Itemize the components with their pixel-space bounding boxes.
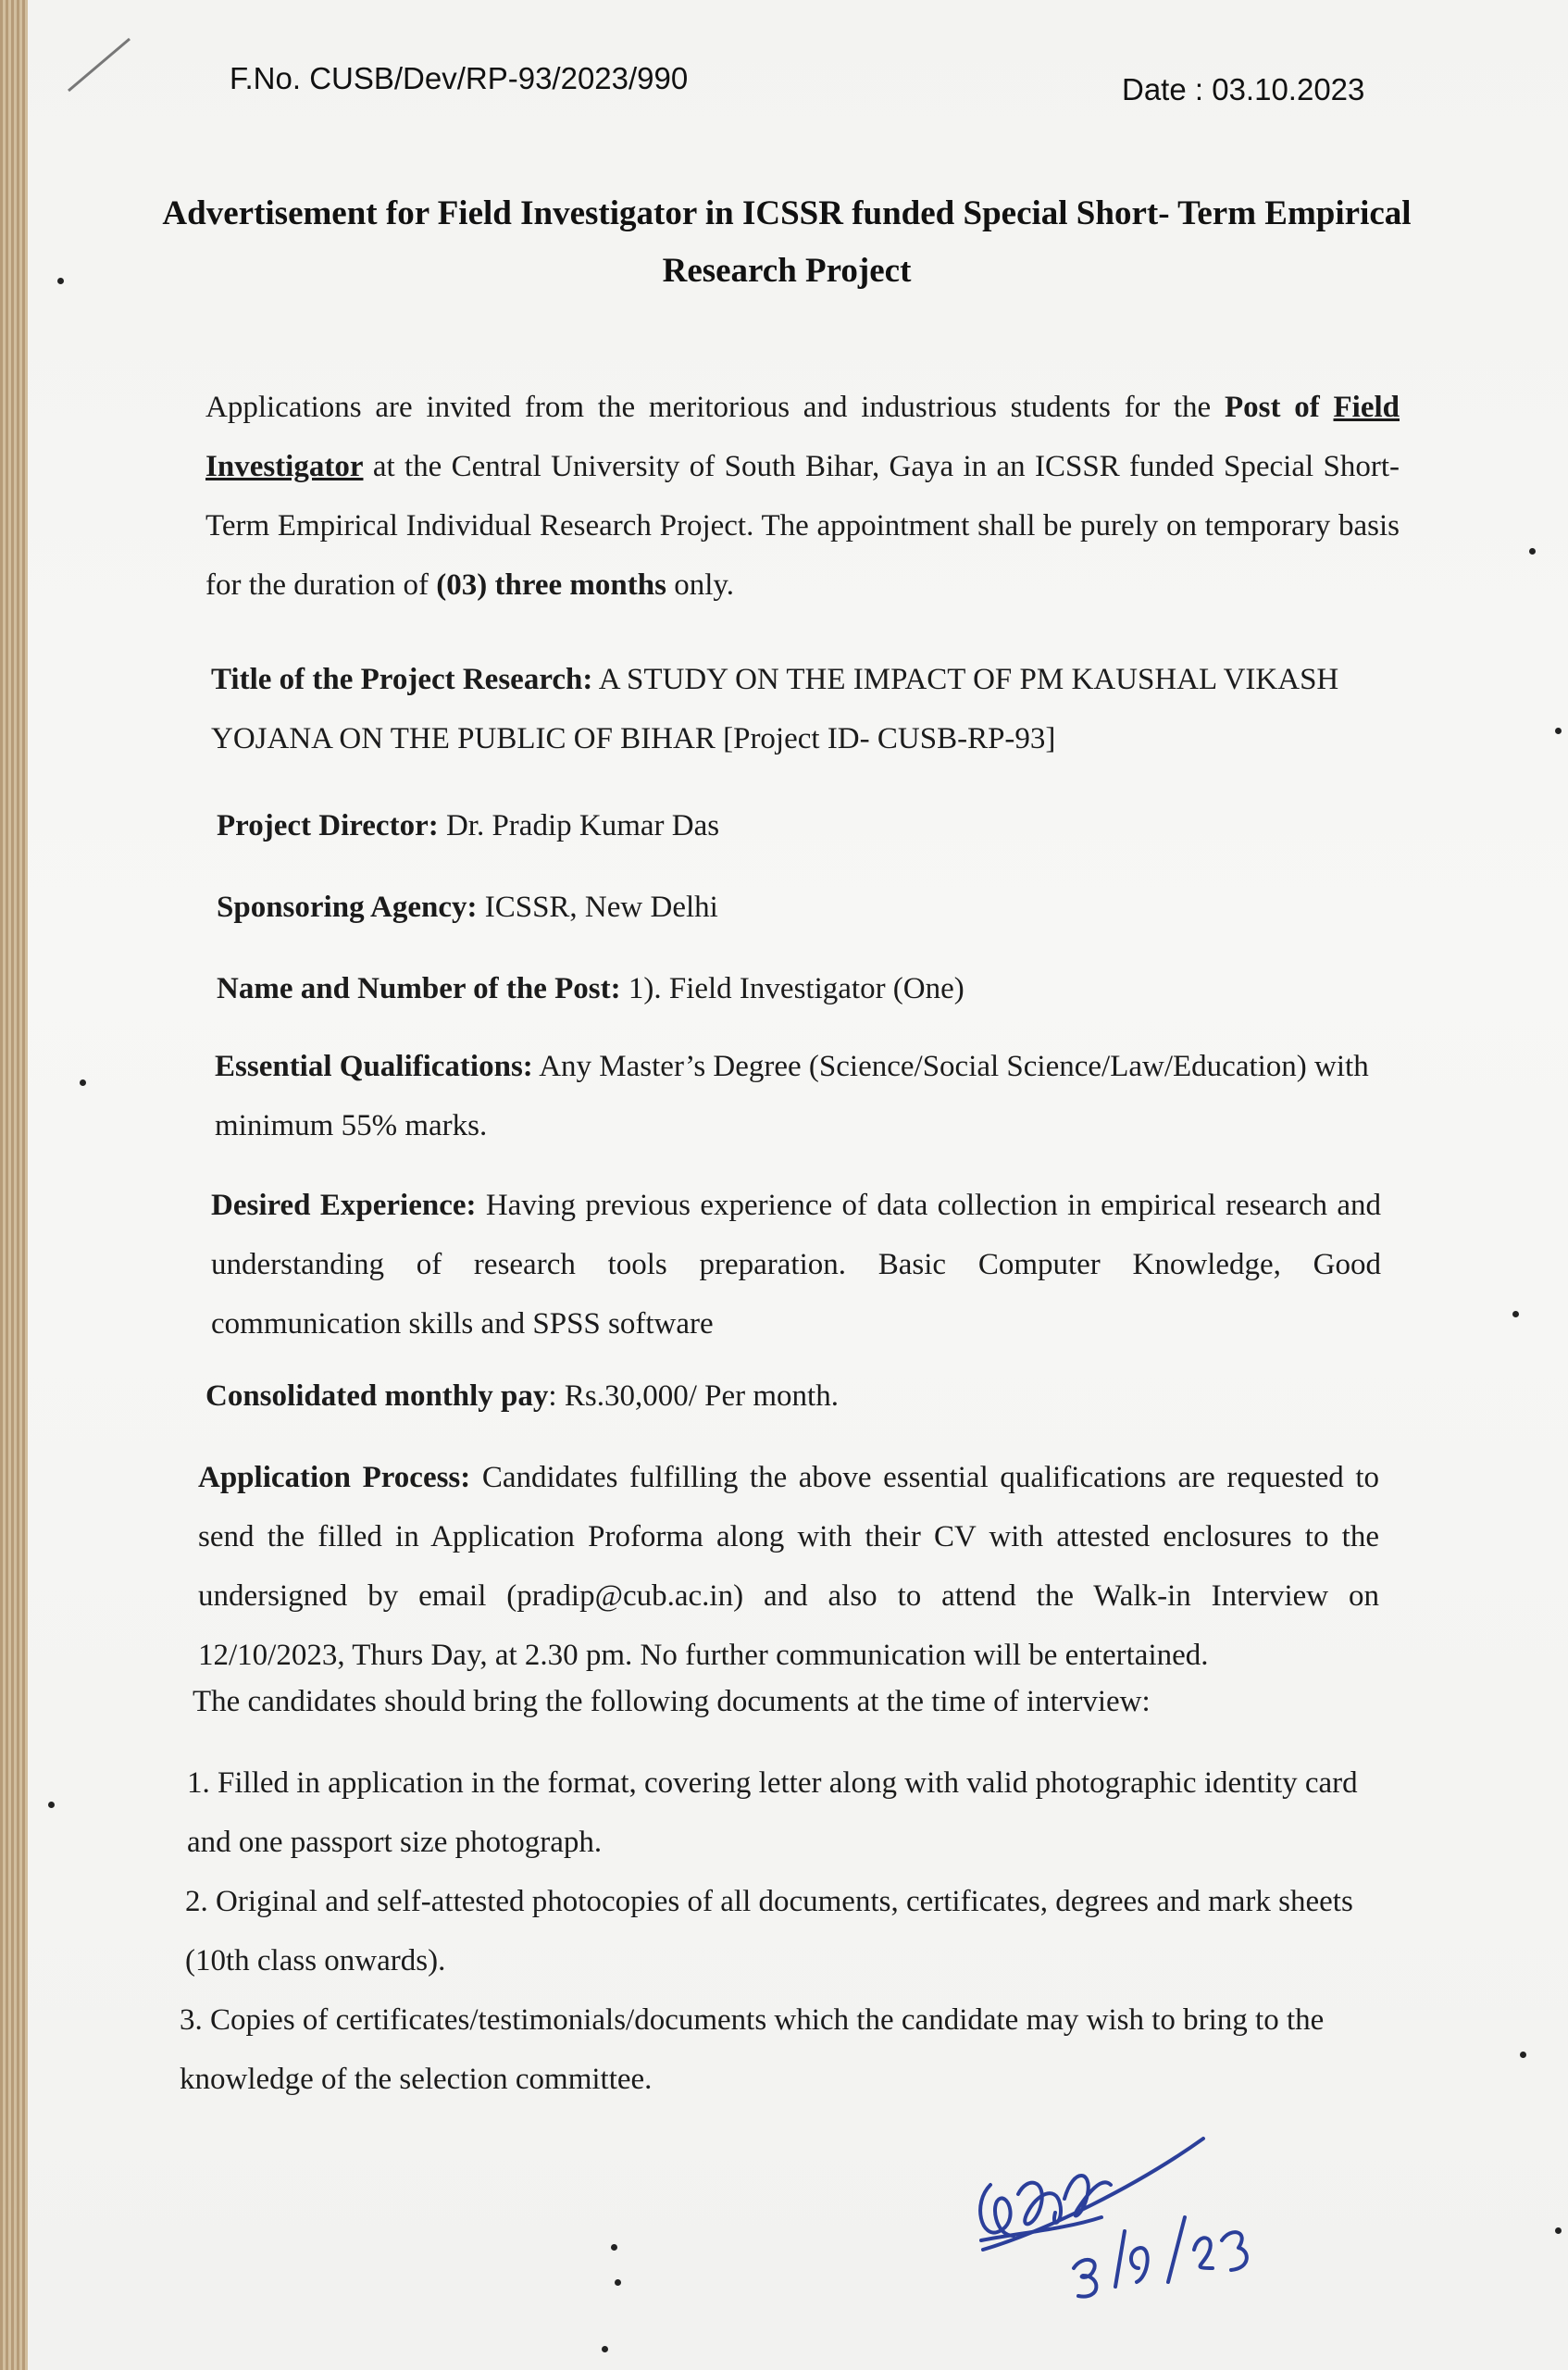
desired-experience [211,1176,1381,1353]
director-label: Project Director: [217,809,439,842]
speck [57,278,64,284]
post-value: 1). Field Investigator (One) [620,972,964,1005]
file-number: F.No. CUSB/Dev/RP-93/2023/990 [230,61,689,95]
application-value: Candidates fulfilling the above essential qualifications are requested to send the filled in Application Proforma along with their CV with attested enclosures to the undersigned by email (pradip@cub.ac.in) and also to attend the Walk-in Interview on 12/10/2023, Thurs Day, at 2.30 pm. No further communication will be entertained. [198,1461,1380,1672]
qualifications-label: Essential Qualifications: [215,1050,533,1083]
experience-value: Having previous experience of data collection in empirical research and understanding of research tools preparation. Basic Computer Knowledge, Good communication skills and SPSS software [211,1189,1381,1341]
speck [1555,2227,1562,2234]
documents-intro: The candidates should bring the following documents at the time of interview: [193,1685,1151,1718]
speck [615,2279,621,2286]
pay-colon: : [548,1379,557,1413]
intro-text-1: Applications are invited from the meritorious and industrious students for the [205,391,1225,424]
speck [1512,1311,1519,1317]
speck [602,2346,608,2352]
post-name-number [217,959,964,1018]
speck [80,1079,86,1086]
intro-paragraph [205,378,1400,615]
document-title: Advertisement for Field Investigator in ICSSR funded Special Short- Term Empirical Research Project [162,194,1412,290]
monthly-pay [205,1366,839,1426]
document-item-3: 3. Copies of certificates/testimonials/documents which the candidate may wish to bring to the knowledge of the selection committee. [180,2003,1325,2096]
intro-text-3: only. [666,568,734,602]
application-label: Application Process: [198,1461,471,1494]
sponsor-value: ICSSR, New Delhi [477,891,718,924]
application-process [198,1448,1379,1685]
post-of-label: Post of [1224,391,1334,424]
project-director [217,796,719,855]
sponsor-label: Sponsoring Agency: [217,891,478,924]
post-label: Name and Number of the Post: [217,972,621,1005]
document-item-2: 2. Original and self-attested photocopies of all documents, certificates, degrees and mark sheets (10th class onwards). [185,1885,1353,1977]
intro-text-2: at the Central University of South Bihar, Gaya in an ICSSR funded Special Short-Term Empirical Individual Research Project. The appointment shall be purely on temporary basis for the duration of [205,450,1400,602]
director-value: Dr. Pradip Kumar Das [438,809,720,842]
duration-emphasis: (03) three months [436,568,666,602]
essential-qualifications [215,1037,1400,1155]
pen-mark [56,28,139,102]
pay-label: Consolidated monthly pay [205,1379,549,1413]
speck [611,2244,617,2251]
experience-label: Desired Experience: [211,1189,477,1222]
project-title-label: Title of the Project Research: [211,663,593,696]
handwritten-signature [963,2129,1259,2305]
speck [1529,548,1536,555]
speck [48,1802,55,1808]
speck [1555,728,1562,734]
document-item-1: 1. Filled in application in the format, covering letter along with valid photographic identity card and one passport size photograph. [187,1766,1358,1859]
pay-value: Rs.30,000/ Per month. [556,1379,839,1413]
date: Date : 03.10.2023 [1122,72,1365,106]
qualifications-value: Any Master’s Degree (Science/Social Science/Law/Education) with minimum 55% marks. [215,1050,1369,1142]
sponsoring-agency [217,878,718,937]
post-name-emphasis: Field Investigator [205,391,1400,483]
speck [1520,2052,1526,2058]
project-title-section [211,650,1405,768]
project-title-value: A STUDY ON THE IMPACT OF PM KAUSHAL VIKASH YOJANA ON THE PUBLIC OF BIHAR [Project ID- CUSB-RP-93] [211,663,1339,755]
